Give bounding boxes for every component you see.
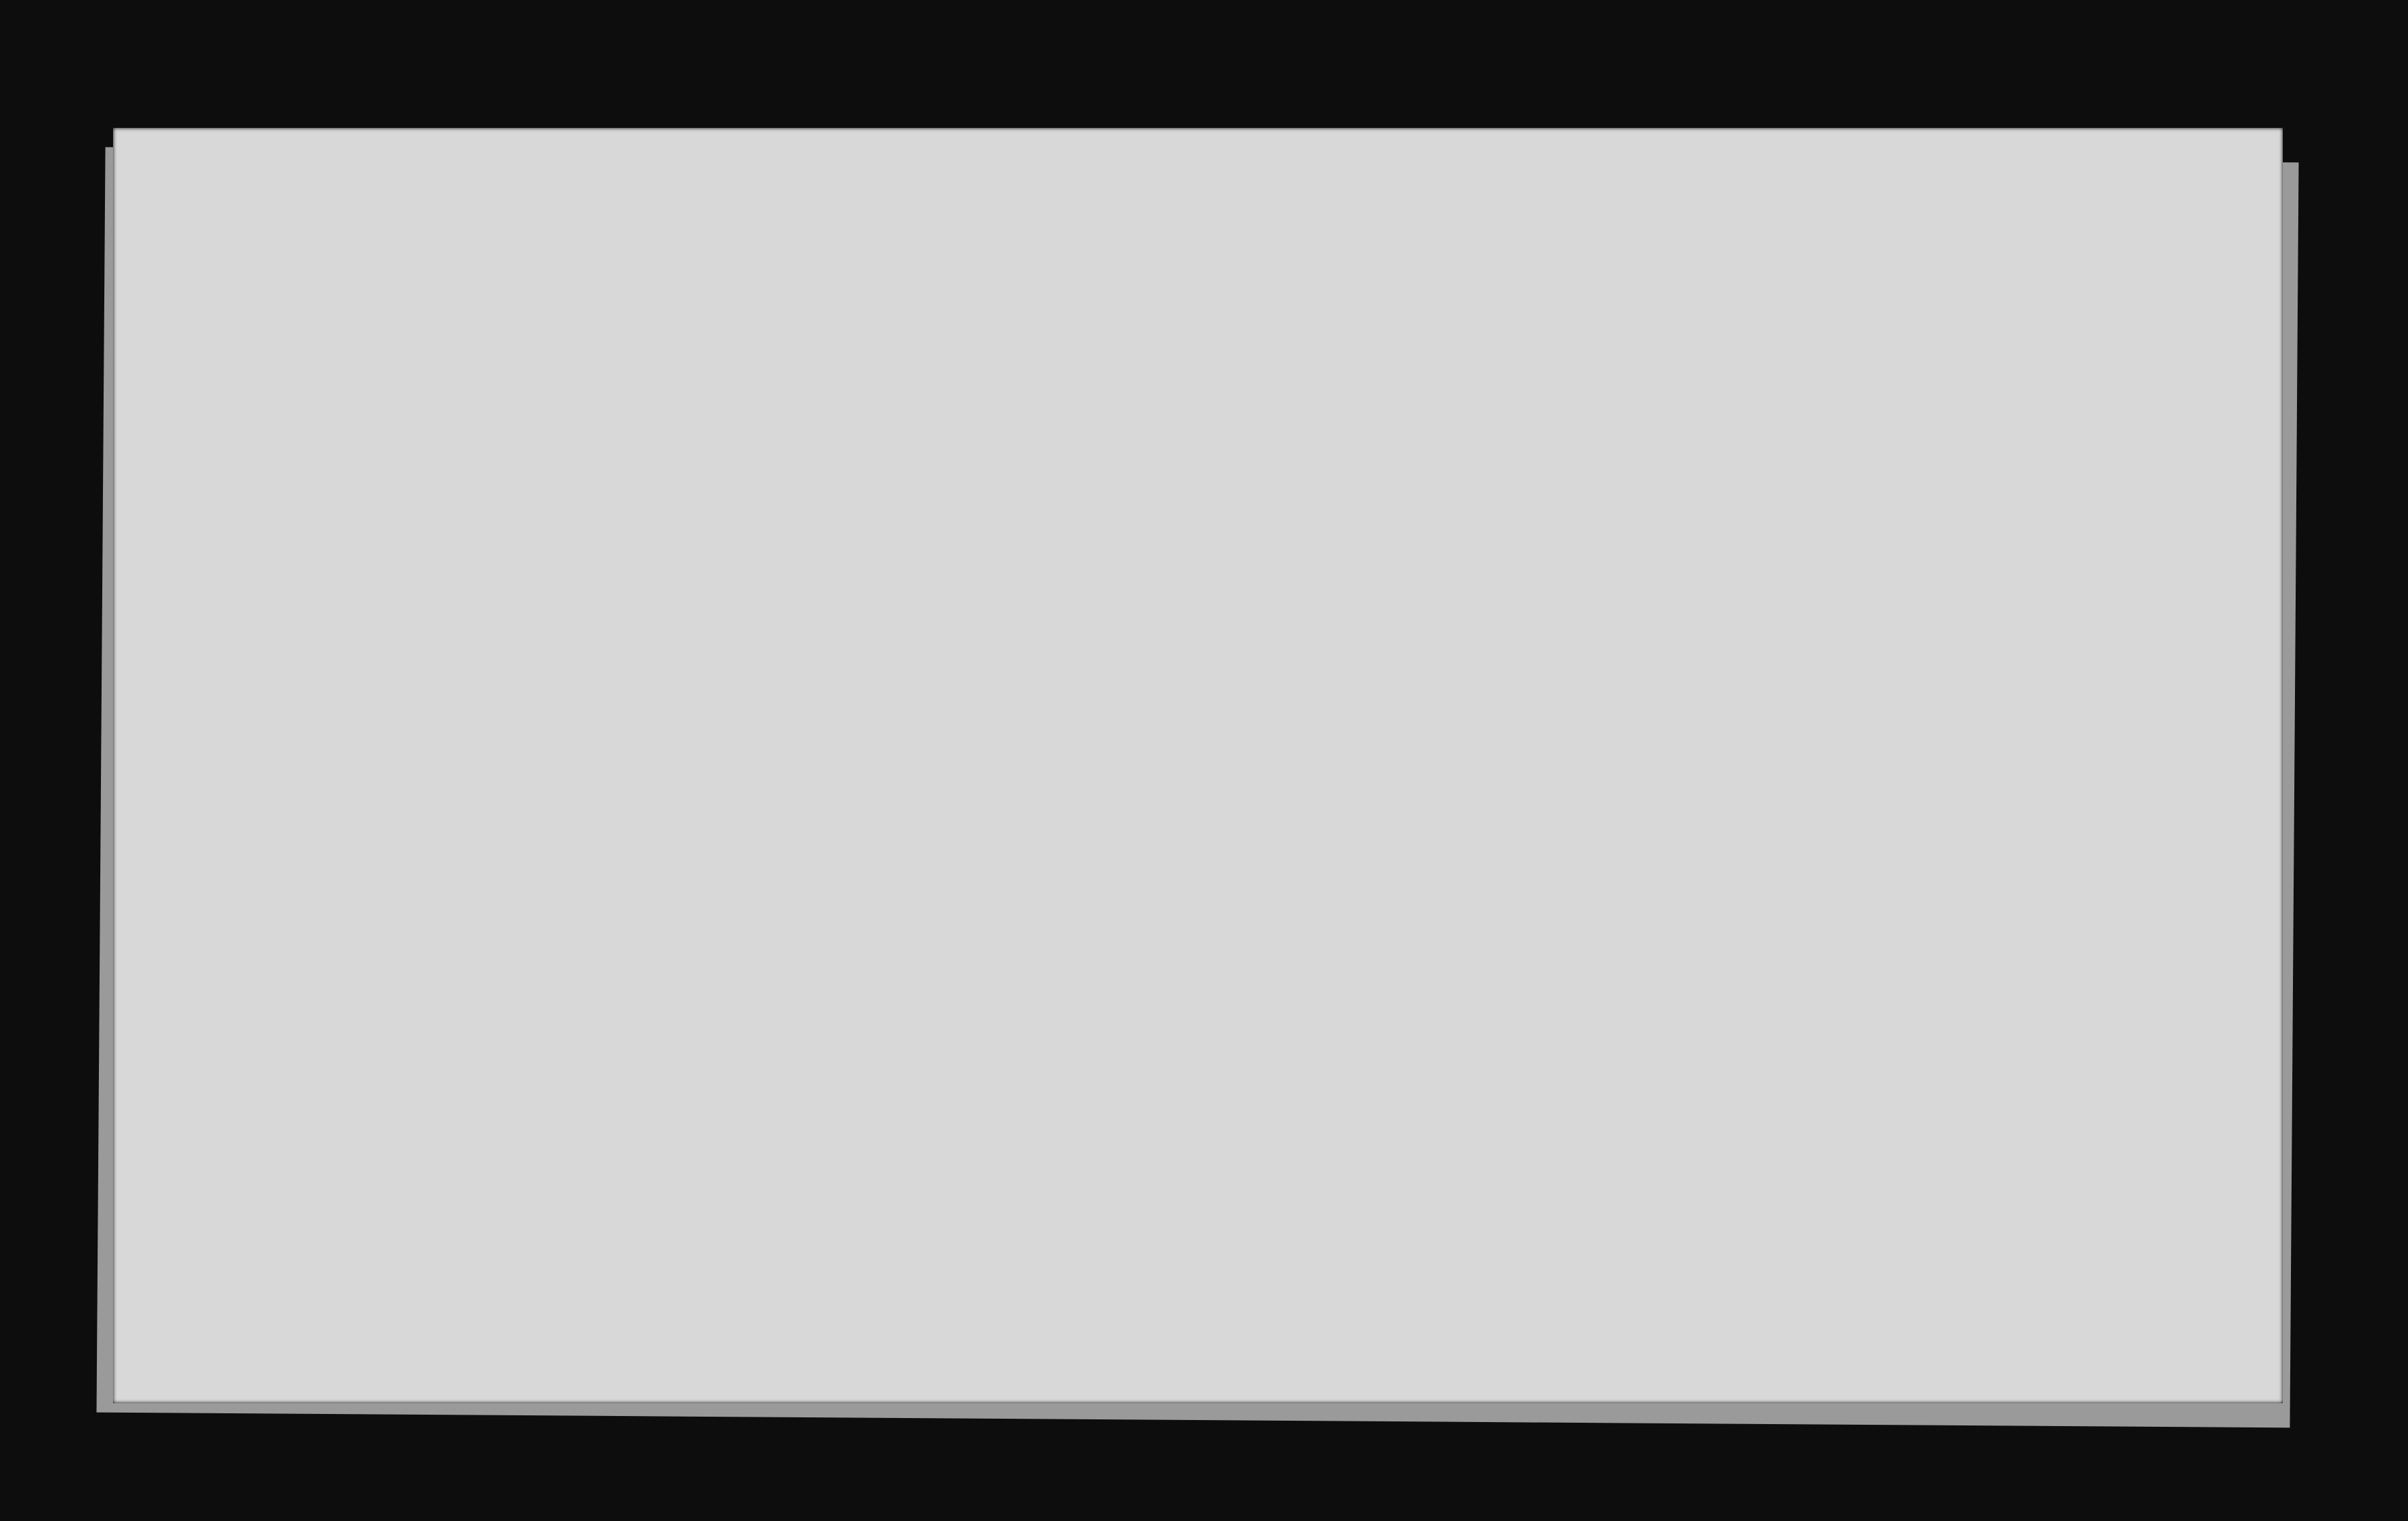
census-card bbox=[113, 128, 2283, 1403]
